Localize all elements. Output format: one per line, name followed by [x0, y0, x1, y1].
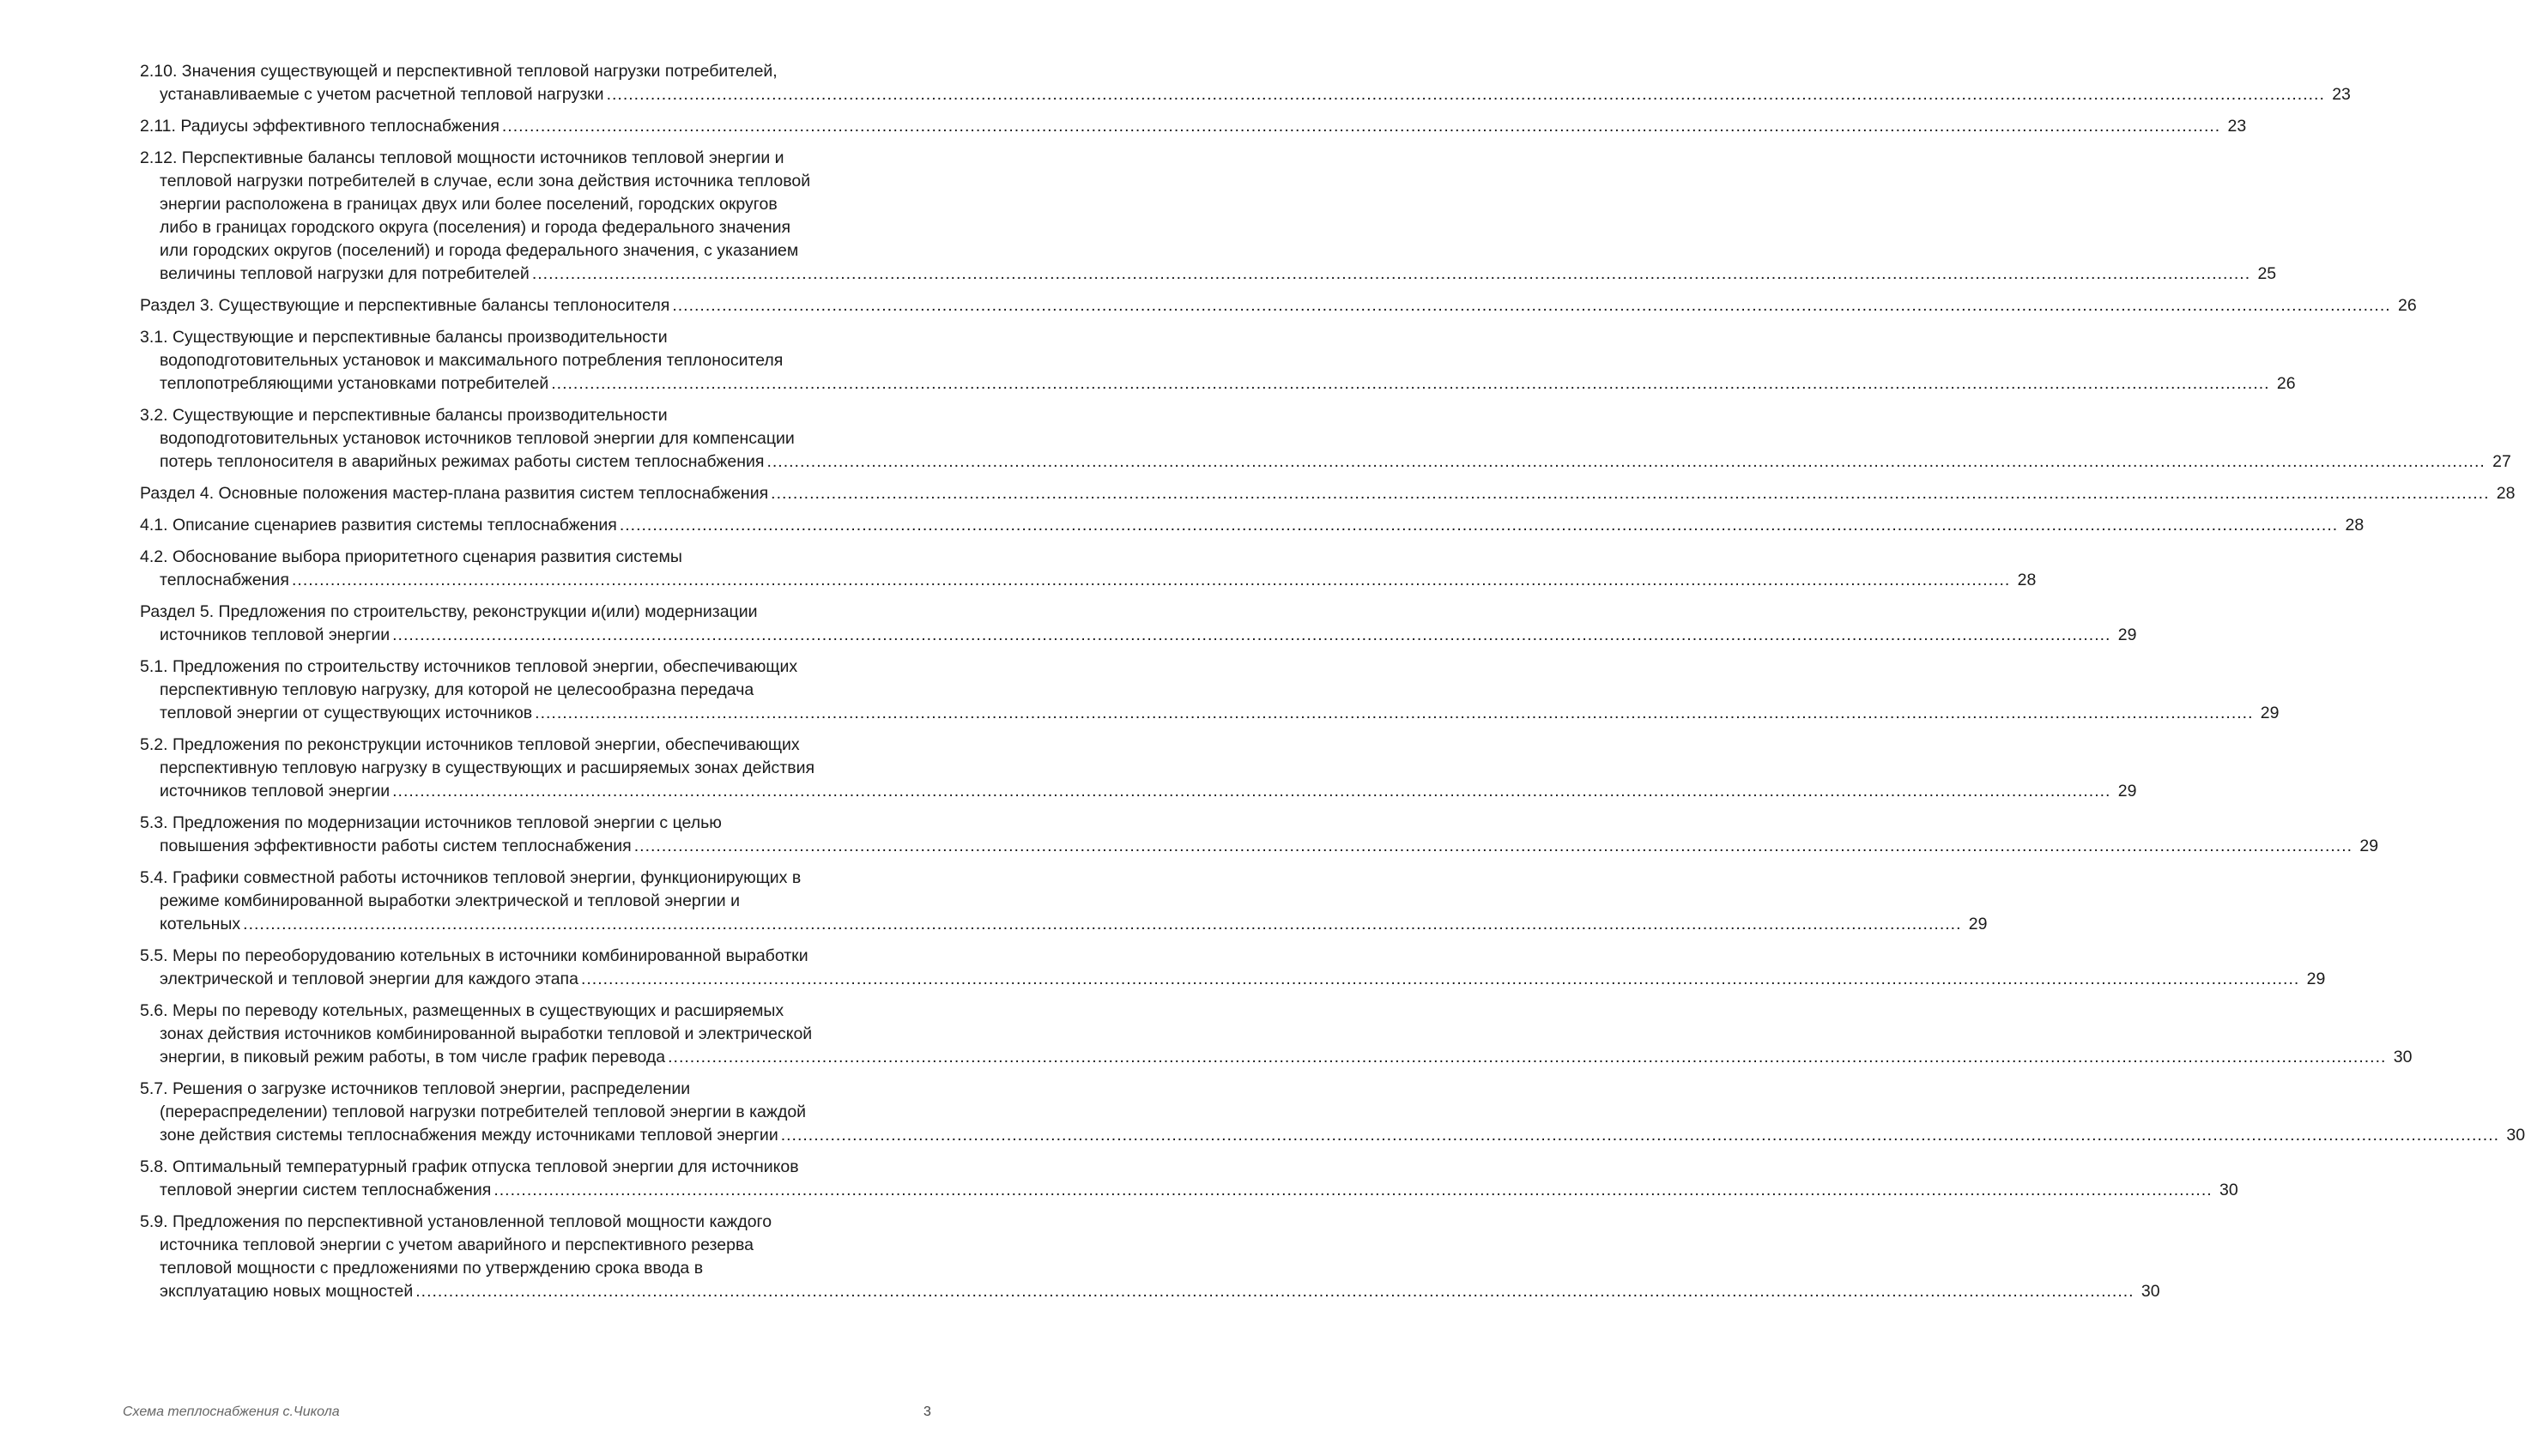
dot-leader [493, 1179, 2212, 1202]
toc-entry-line: теплопотребляющими установками потребителей [160, 374, 549, 393]
dot-leader [243, 913, 1961, 936]
toc-entry-line: котельных [160, 915, 241, 933]
dot-leader [292, 569, 2010, 592]
dot-leader [607, 83, 2325, 106]
toc-entry-line: источников тепловой энергии [160, 782, 391, 800]
toc-entry[interactable] [140, 1000, 2413, 1069]
toc-entry-last-line [140, 913, 1988, 936]
toc-page-number: 29 [2117, 782, 2137, 800]
dot-leader [551, 372, 2269, 396]
toc-entry-line: 5.8. Оптимальный температурный график отпуска тепловой энергии для источников [140, 1157, 799, 1176]
toc-entry-line: потерь теплоносителя в аварийных режимах работы систем теплоснабжения [160, 452, 765, 471]
dot-leader [781, 1124, 2499, 1147]
dot-leader [392, 780, 2110, 803]
toc-entry[interactable] [140, 867, 1988, 936]
toc-page-number: 28 [2017, 571, 2037, 589]
toc-entry[interactable] [140, 546, 2037, 592]
toc-page-number: 23 [2227, 117, 2247, 136]
toc-entry-line: 4.2. Обоснование выбора приоритетного сценария развития системы [140, 547, 682, 566]
toc-entry-last-line [140, 1124, 2525, 1147]
toc-entry-last-line [140, 835, 2379, 858]
toc-entry-line: повышения эффективности работы систем теплоснабжения [160, 837, 632, 855]
toc-entry-last-line [140, 115, 2247, 138]
toc-page-number: 30 [2506, 1126, 2525, 1145]
toc-entry-line: водоподготовительных установок источников тепловой энергии для компенсации [160, 429, 795, 448]
dot-leader [672, 294, 2390, 317]
toc-entry-line: электрической и тепловой энергии для каждого этапа [160, 970, 578, 988]
toc-entry-last-line [140, 482, 2516, 505]
toc-page-number: 25 [2257, 264, 2277, 283]
toc-page-number: 27 [2492, 452, 2511, 471]
dot-leader [415, 1280, 2134, 1303]
toc-entry-line: теплоснабжения [160, 571, 289, 589]
toc-entry[interactable] [140, 326, 2296, 396]
toc-entry-line: тепловой мощности с предложениями по утверждению срока ввода в [160, 1259, 704, 1278]
toc-entry[interactable] [140, 404, 2511, 474]
toc-page-number: 29 [2306, 970, 2326, 988]
toc-entry-line: 4.1. Описание сценариев развития системы теплоснабжения [140, 516, 617, 535]
toc-entry-last-line [140, 372, 2296, 396]
toc-entry-line: тепловой энергии систем теплоснабжения [160, 1181, 492, 1199]
toc-page-number: 28 [2345, 516, 2365, 535]
table-of-contents [140, 60, 2525, 1312]
toc-entry-line: 3.2. Существующие и перспективные балансы производительности [140, 406, 668, 425]
toc-entry-line: 5.5. Меры по переоборудованию котельных в источники комбинированной выработки [140, 946, 808, 965]
toc-entry-last-line [140, 1179, 2238, 1202]
toc-entry-line: величины тепловой нагрузки для потребителей [160, 264, 530, 283]
toc-page-number: 29 [2117, 625, 2137, 644]
toc-entry-line: 5.9. Предложения по перспективной установленной тепловой мощности каждого [140, 1212, 772, 1231]
toc-entry-line: водоподготовительных установок и максимального потребления теплоносителя [160, 351, 784, 370]
dot-leader [634, 835, 2352, 858]
toc-entry-line: устанавливаемые с учетом расчетной тепловой нагрузки [160, 85, 604, 104]
toc-entry[interactable] [140, 514, 2365, 537]
toc-entry[interactable] [140, 115, 2247, 138]
footer-page-number: 3 [923, 1405, 931, 1419]
toc-entry-line: тепловой нагрузки потребителей в случае, если зона действия источника тепловой [160, 172, 811, 190]
toc-entry-line: тепловой энергии от существующих источников [160, 704, 533, 722]
dot-leader [668, 1046, 2386, 1069]
toc-entry-last-line [140, 83, 2351, 106]
dot-leader [620, 514, 2338, 537]
toc-page-number: 29 [2359, 837, 2379, 855]
toc-entry[interactable] [140, 60, 2351, 106]
toc-entry-line: энергии расположена в границах двух или более поселений, городских округов [160, 195, 778, 214]
toc-page-number: 29 [1968, 915, 1988, 933]
toc-page-number: 30 [2140, 1282, 2160, 1301]
toc-entry-line: 5.2. Предложения по реконструкции источников тепловой энергии, обеспечивающих [140, 735, 800, 754]
toc-page-number: 23 [2332, 85, 2351, 104]
toc-entry-line: 5.6. Меры по переводу котельных, размещенных в существующих и расширяемых [140, 1001, 784, 1020]
toc-entry-line: 2.12. Перспективные балансы тепловой мощности источников тепловой энергии и [140, 148, 784, 167]
dot-leader [532, 263, 2250, 286]
toc-entry-line: режиме комбинированной выработки электрической и тепловой энергии и [160, 891, 740, 910]
toc-entry-line: 5.3. Предложения по модернизации источников тепловой энергии с целью [140, 813, 722, 832]
toc-entry-line: перспективную тепловую нагрузку в существующих и расширяемых зонах действия [160, 758, 815, 777]
toc-page-number: 26 [2397, 296, 2417, 315]
toc-entry-last-line [140, 780, 2137, 803]
toc-page-number: 26 [2276, 374, 2296, 393]
toc-entry[interactable] [140, 147, 2277, 286]
toc-entry-line: источника тепловой энергии с учетом аварийного и перспективного резерва [160, 1235, 754, 1254]
toc-entry[interactable] [140, 734, 2137, 803]
toc-entry-line: 2.11. Радиусы эффективного теплоснабжения [140, 117, 500, 136]
toc-entry[interactable] [140, 945, 2326, 991]
toc-entry[interactable] [140, 812, 2379, 858]
toc-page-number: 30 [2219, 1181, 2238, 1199]
toc-entry-last-line [140, 294, 2417, 317]
toc-entry-last-line [140, 968, 2326, 991]
footer-title: Схема теплоснабжения с.Чикола [123, 1405, 340, 1419]
toc-entry-line: источников тепловой энергии [160, 625, 391, 644]
toc-entry-last-line [140, 1046, 2413, 1069]
dot-leader [771, 482, 2489, 505]
toc-entry-last-line [140, 263, 2277, 286]
toc-entry-last-line [140, 450, 2511, 474]
toc-entry-last-line [140, 624, 2137, 647]
toc-entry-last-line [140, 514, 2365, 537]
toc-entry-line: (перераспределении) тепловой нагрузки потребителей тепловой энергии в каждой [160, 1103, 807, 1121]
toc-entry-line: перспективную тепловую нагрузку, для которой не целесообразна передача [160, 680, 754, 699]
toc-entry[interactable] [140, 1078, 2525, 1147]
toc-entry-last-line [140, 702, 2280, 725]
toc-entry[interactable] [140, 1211, 2160, 1303]
toc-entry-line: 5.4. Графики совместной работы источников тепловой энергии, функционирующих в [140, 868, 802, 887]
toc-entry[interactable] [140, 294, 2417, 317]
toc-entry-line: 5.7. Решения о загрузке источников тепловой энергии, распределении [140, 1079, 691, 1098]
toc-entry-line: Раздел 5. Предложения по строительству, реконструкции и(или) модернизации [140, 602, 758, 621]
toc-entry-last-line [140, 569, 2037, 592]
toc-entry-line: Раздел 4. Основные положения мастер-плана развития систем теплоснабжения [140, 484, 769, 503]
dot-leader [535, 702, 2253, 725]
toc-entry[interactable] [140, 482, 2516, 505]
toc-entry[interactable] [140, 601, 2137, 647]
toc-page-number: 30 [2393, 1048, 2413, 1066]
toc-entry[interactable] [140, 656, 2280, 725]
toc-entry-line: Раздел 3. Существующие и перспективные балансы теплоносителя [140, 296, 670, 315]
dot-leader [502, 115, 2220, 138]
toc-entry-line: энергии, в пиковый режим работы, в том числе график перевода [160, 1048, 666, 1066]
dot-leader [581, 968, 2299, 991]
toc-page-number: 29 [2260, 704, 2280, 722]
dot-leader [392, 624, 2110, 647]
toc-entry-line: 2.10. Значения существующей и перспективной тепловой нагрузки потребителей, [140, 62, 778, 81]
toc-entry-line: зоне действия системы теплоснабжения между источниками тепловой энергии [160, 1126, 778, 1145]
toc-entry-line: или городских округов (поселений) и города федерального значения, с указанием [160, 241, 799, 260]
toc-entry-last-line [140, 1280, 2160, 1303]
toc-entry-line: либо в границах городского округа (поселения) и города федерального значения [160, 218, 791, 237]
dot-leader [766, 450, 2485, 474]
toc-entry-line: 5.1. Предложения по строительству источников тепловой энергии, обеспечивающих [140, 657, 798, 676]
toc-entry[interactable] [140, 1156, 2238, 1202]
toc-page-number: 28 [2496, 484, 2516, 503]
toc-entry-line: зонах действия источников комбинированной выработки тепловой и электрической [160, 1024, 813, 1043]
toc-entry-line: 3.1. Существующие и перспективные балансы производительности [140, 328, 668, 347]
toc-entry-line: эксплуатацию новых мощностей [160, 1282, 414, 1301]
